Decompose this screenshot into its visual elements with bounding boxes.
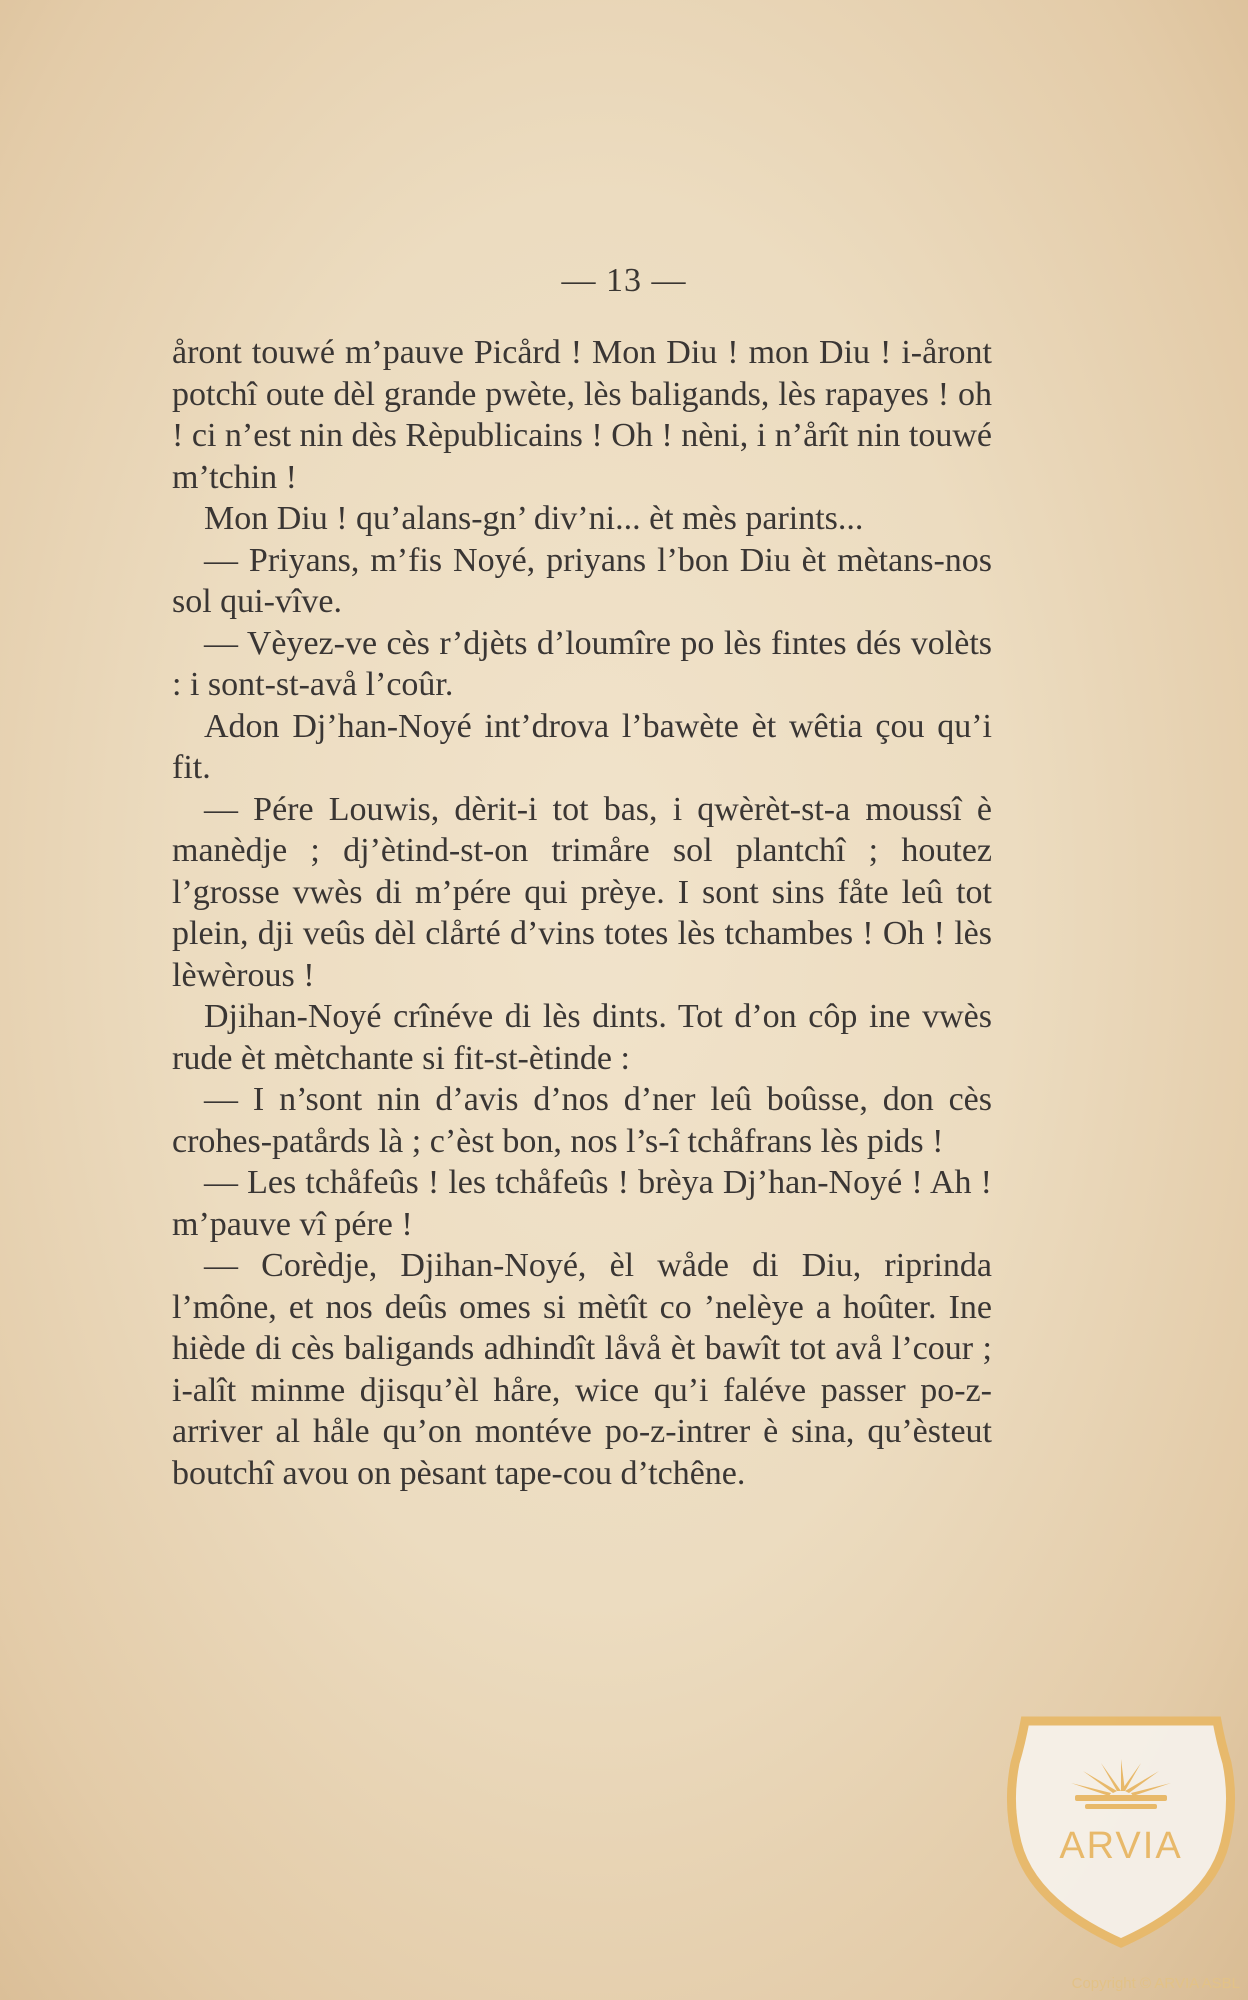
body-text [172,332,992,1494]
paragraph: — Priyans, m’fis Noyé, priyans l’bon Diu èt mètans-nos sol qui-vîve. [172,541,992,620]
page-number: — 13 — [561,262,687,299]
paragraph: — Corèdje, Djihan-Noyé, èl wåde di Diu, riprinda l’mône, et nos deûs omes si mètît co ’nelèye a hoûter. Ine hiède di cès baligands adhindît låvå èt bawît tot avå l’cour ; i-alît minme djisqu’èl håre, wice qu’i faléve passer po-z-arriver al håle qu’on montéve po-z-intrer è sina, qu’èsteut boutchî avou on pèsant tape-cou d’tchêne. [172,1247,992,1492]
paragraph: Adon Dj’han-Noyé int’drova l’bawète èt wêtia çou qu’i fit. [172,707,992,786]
paragraph: — Vèyez-ve cès r’djèts d’loumîre po lès fintes dés volèts : i sont-st-avå l’coûr. [172,624,992,703]
paragraph: Djihan-Noyé crînéve di lès dints. Tot d’on côp ine vwès rude èt mètchante si fit-st-ètinde : [172,998,992,1077]
paragraph: — I n’sont nin d’avis d’nos d’ner leû boûsse, don cès crohes-patårds là ; c’èst bon, nos l’s-î tchåfrans lès pids ! [172,1081,992,1160]
copyright-notice: Copyright © ARVIA ASBL [1071,1975,1240,1992]
paragraph: — Les tchåfeûs ! les tchåfeûs ! brèya Dj’han-Noyé ! Ah ! m’pauve vî pére ! [172,1164,992,1243]
arvia-logo [1005,1703,1237,1953]
paragraph: åront touwé m’pauve Picård ! Mon Diu ! mon Diu ! i-åront potchî oute dèl grande pwète, lès baligands, lès rapayes ! oh ! ci n’est nin dès Rèpublicains ! Oh ! nèni, i n’årît nin touwé m’tchin ! [172,334,992,496]
paragraph: — Pére Louwis, dèrit-i tot bas, i qwèrèt-st-a moussî è manèdje ; dj’ètind-st-on trimåre sol plantchî ; houtez l’grosse vwès di m’pére qui prèye. I sont sins fåte leû tot plein, dji veûs dèl clårté d’vins totes lès tchambes ! Oh ! lès lèwèrous ! [172,790,992,994]
logo-text: ARVIA [1059,1825,1183,1867]
paragraph: Mon Diu ! qu’alans-gn’ div’ni... èt mès parints... [204,500,864,537]
